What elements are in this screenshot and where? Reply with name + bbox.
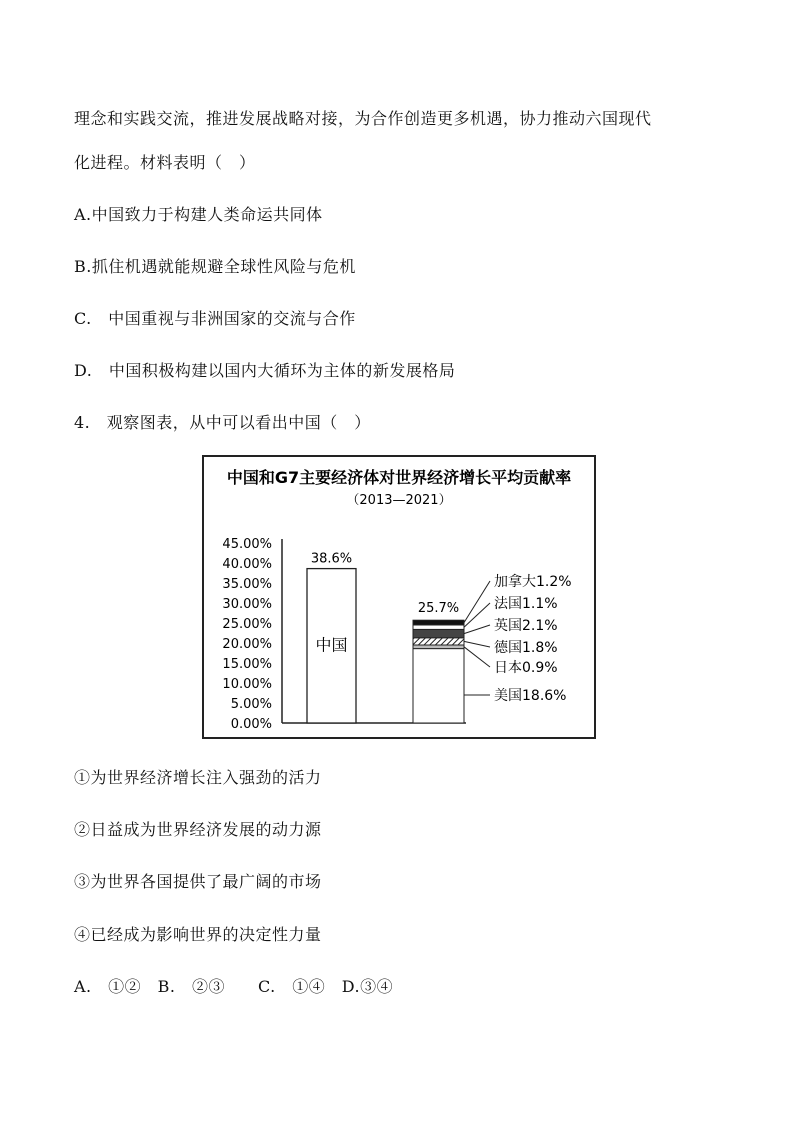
option-a: A.中国致力于构建人类命运共同体	[74, 205, 323, 224]
segment-leader-line	[464, 625, 490, 634]
question3-text-line2: 化进程。材料表明（ ）	[74, 153, 256, 172]
segment-leader-line	[464, 581, 490, 623]
segment-leader-line	[464, 603, 490, 627]
segment-label: 德国1.8%	[494, 640, 558, 656]
y-tick-label: 15.00%	[222, 657, 272, 672]
segment-label: 日本0.9%	[494, 660, 558, 676]
y-tick-label: 40.00%	[222, 557, 272, 572]
answer-choices: A. ①② B. ②③ C. ①④ D.③④	[74, 977, 394, 996]
statement-3: ③为世界各国提供了最广阔的市场	[74, 872, 322, 891]
bar-segment	[413, 625, 464, 629]
segment-label: 英国2.1%	[494, 618, 558, 634]
statement-1: ①为世界经济增长注入强劲的活力	[74, 768, 322, 787]
segment-leader-line	[464, 641, 490, 647]
question4-stem: 4. 观察图表，从中可以看出中国（ ）	[74, 413, 371, 432]
chart-svg	[204, 457, 594, 737]
bar-segment	[413, 620, 464, 625]
y-tick-label: 45.00%	[222, 537, 272, 552]
bar-segment	[413, 629, 464, 637]
y-tick-label: 30.00%	[222, 597, 272, 612]
option-c: C. 中国重视与非洲国家的交流与合作	[74, 309, 356, 328]
y-tick-label: 0.00%	[230, 717, 272, 732]
question3-text-line1: 理念和实践交流，推进发展战略对接，为合作创造更多机遇，协力推动六国现代	[74, 109, 652, 128]
contribution-chart	[202, 455, 596, 739]
bar-segment	[413, 649, 464, 723]
y-tick-label: 5.00%	[230, 697, 272, 712]
segment-label: 加拿大1.2%	[494, 574, 572, 590]
chart-subtitle: （2013—2021）	[346, 493, 452, 508]
plot-area	[222, 537, 571, 732]
y-tick-label: 35.00%	[222, 577, 272, 592]
bar-g7-value-label: 25.7%	[417, 601, 460, 617]
y-tick-label: 25.00%	[222, 617, 272, 632]
segment-label: 法国1.1%	[494, 596, 558, 612]
segment-leader-line	[464, 647, 490, 667]
bar-china-value-label: 38.6%	[310, 551, 353, 567]
statement-4: ④已经成为影响世界的决定性力量	[74, 925, 322, 944]
segment-label: 美国18.6%	[494, 688, 567, 704]
bar-china-category-label: 中国	[315, 635, 348, 655]
statement-2: ②日益成为世界经济发展的动力源	[74, 820, 322, 839]
option-b: B.抓住机遇就能规避全球性风险与危机	[74, 257, 356, 276]
option-d: D. 中国积极构建以国内大循环为主体的新发展格局	[74, 361, 456, 380]
chart-title: 中国和G7主要经济体对世界经济增长平均贡献率	[226, 468, 572, 487]
y-tick-label: 10.00%	[222, 677, 272, 692]
bar-segment	[413, 638, 464, 645]
y-tick-label: 20.00%	[222, 637, 272, 652]
bar-segment	[413, 645, 464, 649]
